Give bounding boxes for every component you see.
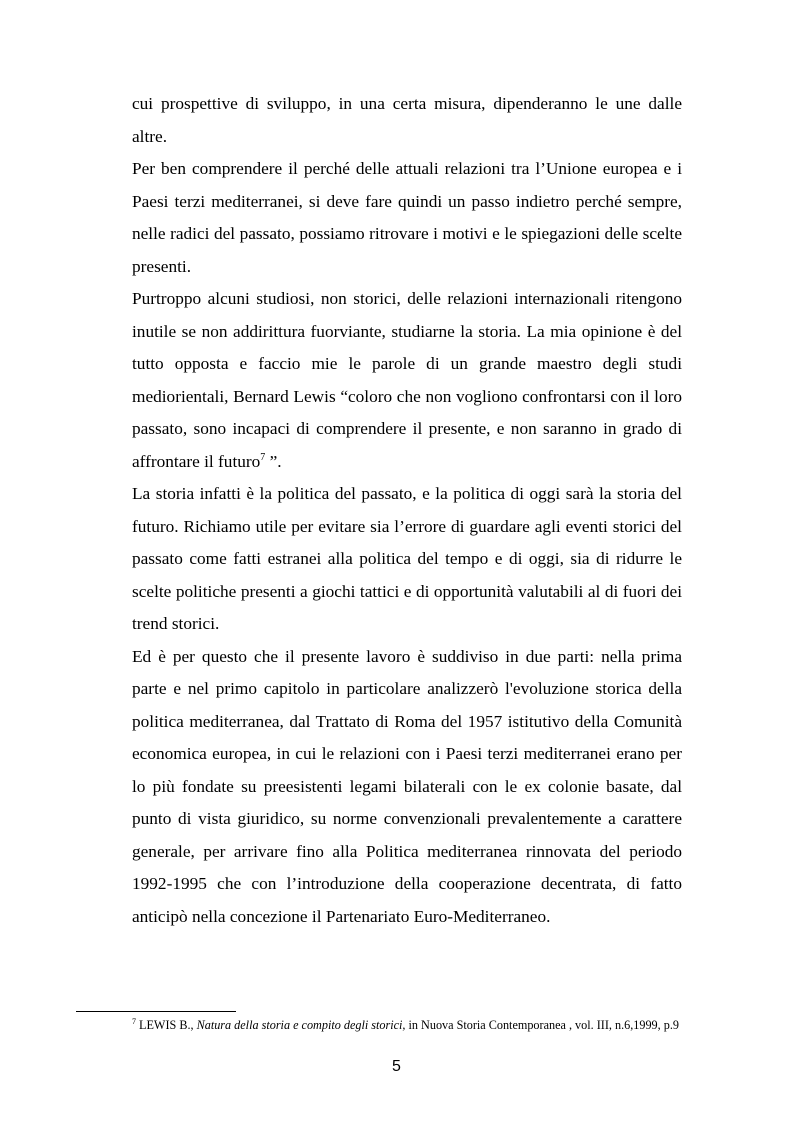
main-text <box>132 88 682 933</box>
paragraph-3 <box>132 283 682 478</box>
paragraph-5: Ed è per questo che il presente lavoro è suddiviso in due parti: nella prima parte e nel primo capitolo in particolare analizzerò l'evoluzione storica della politica mediterranea, dal Trattato di Roma del 1957 istitutivo della Comunità economica europea, in cui le relazioni con i Paesi terzi mediterranei erano per lo più fondate su preesistenti legami bilaterali con le ex colonie basate, dal punto di vista giuridico, su norme convenzionali prevalentemente a carattere generale, per arrivare fino alla Politica mediterranea rinnovata del periodo 1992-1995 che con l’introduzione della cooperazione decentrata, di fatto anticipò nella concezione il Partenariato Euro-Mediterraneo. <box>132 646 682 926</box>
paragraph-4: La storia infatti è la politica del passato, e la politica di oggi sarà la storia del futuro. Richiamo utile per evitare sia l’errore di guardare agli eventi storici del passato come fatti estranei alla politica del tempo e di oggi, sia di ridurre le scelte politiche presenti a giochi tattici e di opportunità valutabili al di fuori dei trend storici. <box>132 484 682 633</box>
paragraph-1: cui prospettive di sviluppo, in una certa misura, dipenderanno le une dalle altre. <box>132 94 682 146</box>
footnote-title: Natura della storia e compito degli storici, <box>196 1018 406 1032</box>
paragraph-2: Per ben comprendere il perché delle attuali relazioni tra l’Unione europea e i Paesi terzi mediterranei, si deve fare quindi un passo indietro perché sempre, nelle radici del passato, possiamo ritrovare i motivi e le spiegazioni delle scelte presenti. <box>132 159 682 276</box>
paragraph-3-text: Purtroppo alcuni studiosi, non storici, delle relazioni internazionali ritengono inutile se non addirittura fuorviante, studiarne la storia. La mia opinione è del tutto opposta e faccio mie le parole di un grande maestro degli studi mediorientali, Bernard Lewis “coloro che non vogliono confrontarsi con il loro passato, sono incapaci di comprendere il presente, e non saranno in grado di affrontare il futuro <box>132 289 682 471</box>
footnote-reference[interactable]: 7 <box>260 451 266 463</box>
footnote-source: in Nuova Storia Contemporanea , vol. III, n.6,1999, p.9 <box>405 1018 679 1032</box>
footnote-text <box>76 1018 682 1033</box>
footnote-divider <box>76 1011 236 1012</box>
footnote <box>76 1018 682 1033</box>
footnote-author: LEWIS B., <box>136 1018 197 1032</box>
paragraph-3-closing: ”. <box>265 451 282 471</box>
page-number: 5 <box>392 1058 401 1075</box>
footnote-number: 7 <box>132 1017 136 1026</box>
